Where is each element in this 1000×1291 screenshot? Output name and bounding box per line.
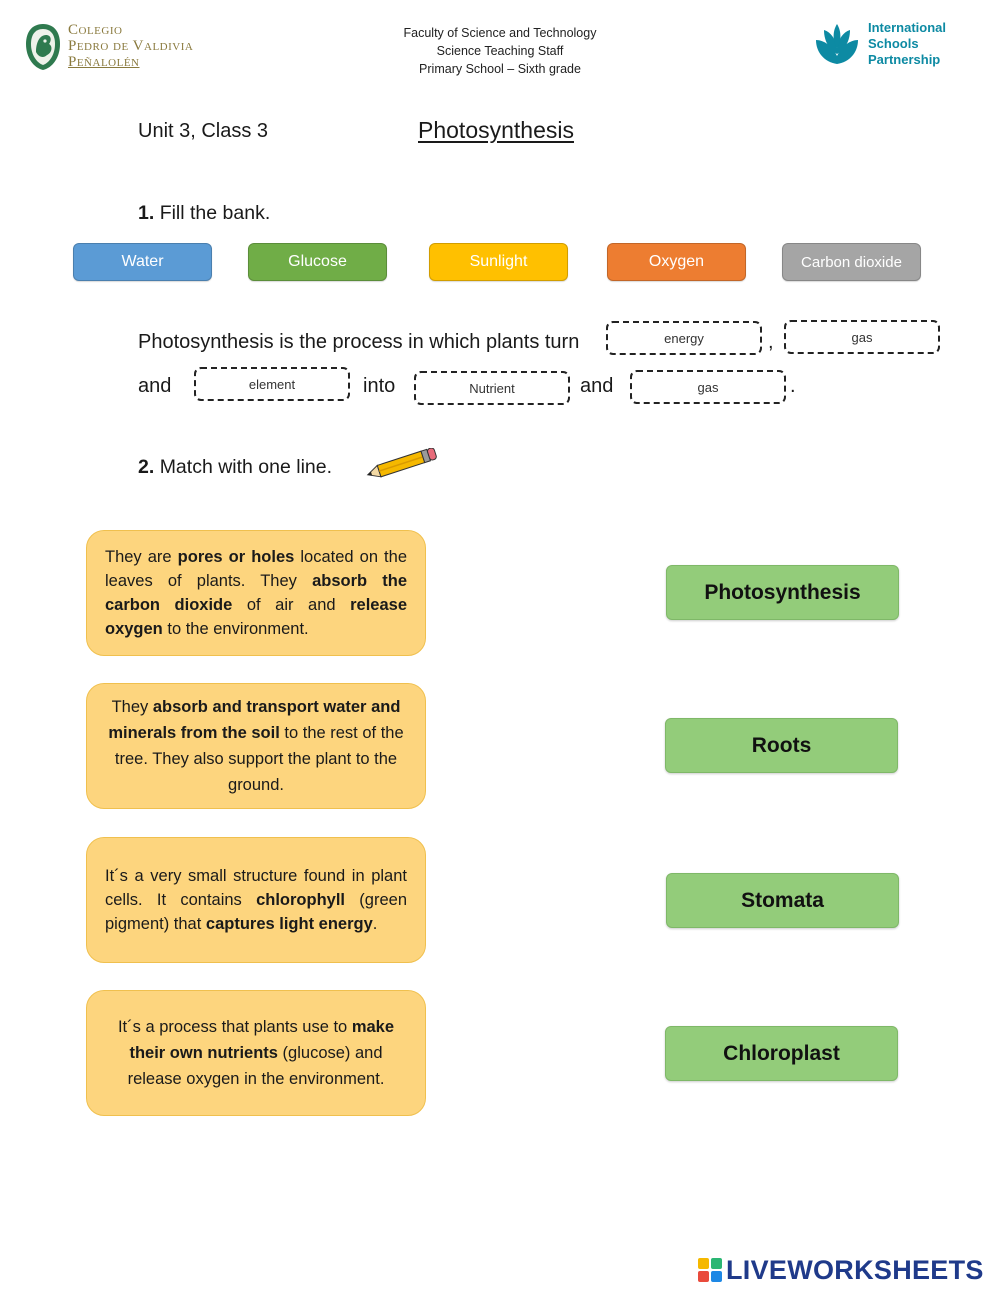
definition-card-1[interactable] [86,530,426,656]
staff-line: Science Teaching Staff [436,44,564,58]
partner-name-line3: Partnership [868,52,941,67]
word-bank-sunlight[interactable]: Sunlight [429,243,568,281]
definition-keyword: pores or holes [177,547,295,566]
definition-text [105,1014,407,1092]
school-crest-icon [24,22,62,72]
blank-nutrient[interactable]: Nutrient [414,371,570,405]
question-1-text: Fill the bank. [159,202,271,224]
definition-keyword: chlorophyll [256,890,346,909]
definition-segment: to the rest of the tree. They also support the plant to the ground. [114,724,404,794]
definition-segment: They are [105,547,178,566]
question-1-heading [138,202,270,225]
definition-segment: to the environment. [162,620,309,639]
term-stomata[interactable]: Stomata [666,873,899,928]
definition-keyword: absorb and transport water and minerals from the soil [108,698,401,742]
definition-segment: (green pigment) that [105,890,407,934]
definition-segment: . [372,915,378,934]
school-name [68,22,193,70]
blank-element[interactable]: element [194,367,350,401]
sentence-and-2: and [580,375,614,397]
definition-keyword: make their own nutrients [129,1018,395,1062]
school-logo [24,22,234,74]
question-2-number: 2. [138,456,155,478]
word-bank-water[interactable]: Water [73,243,212,281]
sentence-and-1: and [138,375,172,397]
partner-leaf-icon [814,22,860,66]
question-2-heading [138,456,332,479]
header-info [330,24,670,78]
definition-text [105,545,407,642]
definition-segment: They [111,698,153,716]
blank-gas-1[interactable]: gas [784,320,940,354]
definition-text [105,864,407,937]
word-bank-oxygen[interactable]: Oxygen [607,243,746,281]
definition-keyword: absorb the carbon dioxide [105,571,407,614]
liveworksheets-logo [698,1256,984,1284]
definition-segment: of air and [232,596,351,614]
sentence-part1: Photosynthesis is the process in which plants turn [138,331,580,353]
grade-line: Primary School – Sixth grade [419,62,581,76]
definition-segment: It´s a very small structure found in plant cells. It contains [105,866,407,909]
sentence-period: . [790,375,796,397]
liveworksheets-brand: LIVEWORKSHEETS [726,1254,984,1285]
partner-name-line1: International [868,20,947,35]
pencil-icon [362,448,440,480]
partner-logo [814,20,964,70]
liveworksheets-icon [698,1258,722,1282]
definition-keyword: release oxygen [105,596,407,639]
definition-text [105,694,407,798]
definition-card-2[interactable] [86,683,426,809]
school-name-line2: Pedro de Valdivia [68,38,194,54]
question-2-text: Match with one line. [159,456,333,478]
unit-label: Unit 3, Class 3 [138,120,269,142]
question-1-number: 1. [138,202,155,224]
definition-segment: (glucose) and release oxygen in the environment. [127,1044,385,1088]
word-bank-carbon-dioxide[interactable]: Carbon dioxide [782,243,921,281]
faculty-line: Faculty of Science and Technology [403,26,597,40]
definition-segment: It´s a process that plants use to [117,1018,352,1036]
blank-gas-2[interactable]: gas [630,370,786,404]
word-bank-glucose[interactable]: Glucose [248,243,387,281]
sentence-comma: , [768,331,774,353]
definition-keyword: captures light energy [205,915,373,934]
term-chloroplast[interactable]: Chloroplast [665,1026,898,1081]
blank-energy[interactable]: energy [606,321,762,355]
partner-name-line2: Schools [868,36,919,51]
term-photosynthesis[interactable]: Photosynthesis [666,565,899,620]
definition-segment: located on the leaves of plants. They [105,547,407,590]
term-roots[interactable]: Roots [665,718,898,773]
definition-card-3[interactable] [86,837,426,963]
school-name-line3: Peñalolén [68,54,140,70]
school-name-line1: Colegio [68,22,123,38]
page-title: Photosynthesis [418,117,574,143]
definition-card-4[interactable] [86,990,426,1116]
sentence-into: into [363,375,396,397]
partner-name [868,20,946,68]
